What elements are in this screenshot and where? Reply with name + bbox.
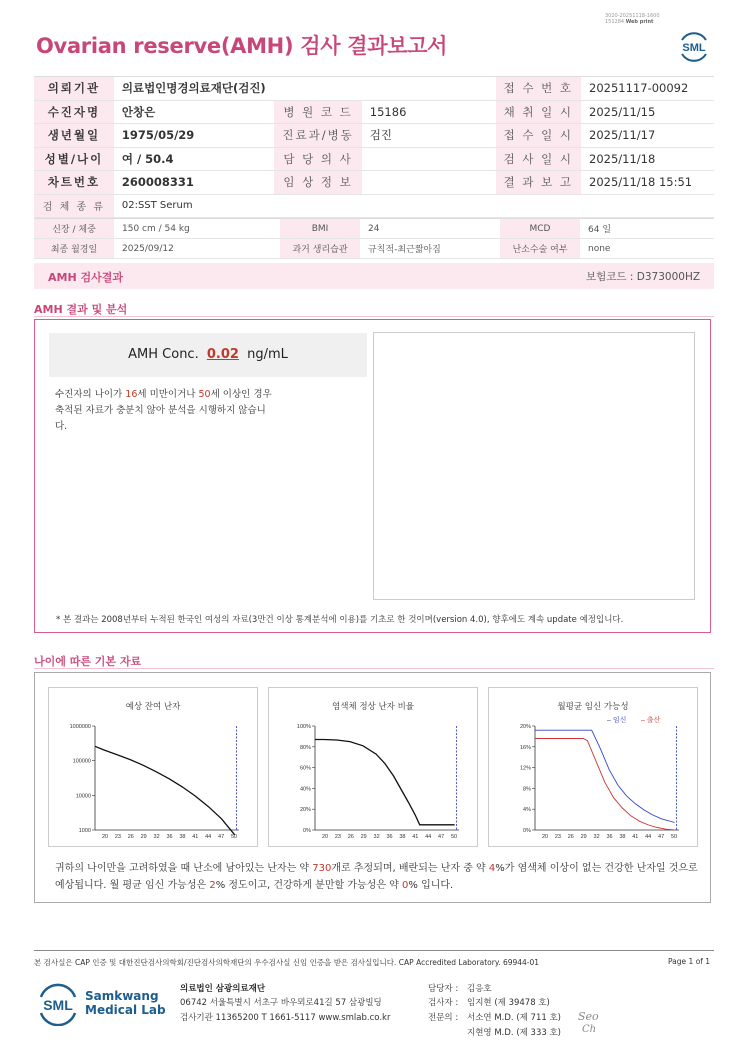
staff-specialist-1: 서소연 M.D. (제 711 호) <box>467 1013 562 1023</box>
y-tick-label: 10000 <box>75 793 91 800</box>
x-tick-label: 32 <box>153 834 160 840</box>
print-code: 3020-20251118-1600 <box>605 13 660 19</box>
chart-remaining-oocytes <box>49 688 259 848</box>
legend-item: – 임신 <box>607 717 627 724</box>
info-row <box>34 147 714 171</box>
chart-title: 염색체 정상 난자 비율 <box>331 702 414 712</box>
y-tick-label: 60% <box>299 765 311 772</box>
amh-conc-label: AMH Conc. <box>128 347 199 362</box>
value-requesting-org: 의료법인명경의료재단(검진) <box>114 77 496 101</box>
divider <box>34 668 714 669</box>
summary-text: 개로 추정되며, 배란되는 난자 중 약 <box>331 863 489 874</box>
x-tick-label: 20 <box>541 834 549 840</box>
report-title: Ovarian reserve(AMH) 검사 결과보고서 <box>36 34 448 58</box>
chart-normal-oocyte-rate <box>269 688 479 848</box>
value-department: 검진 <box>362 124 496 148</box>
x-tick-label: 44 <box>205 834 212 840</box>
value-bmi: 24 <box>360 219 500 239</box>
x-tick-label: 23 <box>114 834 121 840</box>
value-collection-date: 2025/11/15 <box>581 100 714 124</box>
y-tick-label: 8% <box>523 786 531 793</box>
x-tick-label: 20 <box>321 834 329 840</box>
x-tick-label: 47 <box>438 834 445 840</box>
value-birthdate: 1975/05/29 <box>114 124 275 148</box>
info-row <box>34 171 714 195</box>
x-tick-label: 38 <box>179 834 186 840</box>
age-summary <box>55 860 700 894</box>
label-birthdate: 생년월일 <box>34 124 114 148</box>
foundation-name: 의료법인 삼광의료재단 <box>180 984 266 994</box>
label-hospital-code: 병 원 코 드 <box>274 100 361 124</box>
x-tick-label: 47 <box>658 834 665 840</box>
lab-name-line1: Samkwang <box>85 989 159 1003</box>
x-tick-label: 44 <box>645 834 652 840</box>
amh-concentration <box>49 347 367 362</box>
x-tick-label: 50 <box>450 834 458 840</box>
label-requesting-org: 의뢰기관 <box>34 77 114 101</box>
y-tick-label: 4% <box>523 807 531 814</box>
x-tick-label: 38 <box>619 834 626 840</box>
x-tick-label: 23 <box>334 834 341 840</box>
series-line <box>535 730 675 822</box>
summary-normal-pct: 4 <box>488 863 496 874</box>
staff-manager: 김응호 <box>467 984 492 994</box>
chart-monthly-pregnancy <box>489 688 699 848</box>
certification-text: 본 검사실은 CAP 인증 및 대한진단검사의학회/진단검사의학재단의 우수검사실 신임 인증을 받은 검사실입니다. CAP Accredited Laboratory. 69944-01 <box>34 958 540 967</box>
signature-1: Seo <box>578 1010 599 1023</box>
amh-conc-value: 0.02 <box>206 347 239 362</box>
summary-text: % 입니다. <box>408 880 454 891</box>
label-department: 진료과/병동 <box>274 124 361 148</box>
label-specimen: 검 체 종 류 <box>34 194 114 218</box>
y-tick-label: 20% <box>519 724 531 730</box>
page-number: Page 1 of 1 <box>668 957 711 966</box>
value-receipt-no: 20251117-00092 <box>581 77 714 101</box>
value-mcd: 64 일 <box>580 219 714 239</box>
chart-title: 예상 잔여 난자 <box>125 702 181 712</box>
x-tick-label: 32 <box>373 834 380 840</box>
x-tick-label: 26 <box>567 834 574 840</box>
info-row <box>34 194 714 218</box>
x-tick-label: 41 <box>632 834 639 840</box>
y-tick-label: 1000000 <box>69 724 91 730</box>
staff-label: 검사자 : <box>428 998 459 1008</box>
value-sex-age: 여 / 50.4 <box>114 147 275 171</box>
y-tick-label: 100000 <box>72 758 91 765</box>
staff-label: 전문의 : <box>428 1013 459 1023</box>
lab-name-line2: Medical Lab <box>85 1003 166 1017</box>
value-height-weight: 150 cm / 54 kg <box>114 219 280 239</box>
analysis-graph-panel <box>373 332 695 600</box>
y-tick-label: 100% <box>296 724 311 730</box>
y-tick-label: 40% <box>299 786 311 793</box>
lab-contact: 검사기관 11365200 T 1661-5117 www.smlab.co.kr <box>180 1013 391 1023</box>
value-report-date: 2025/11/18 15:51 <box>581 171 714 195</box>
staff-specialist-2: 지현영 M.D. (제 333 호) <box>467 1028 562 1038</box>
sml-logo-text: SML <box>682 42 706 54</box>
info-row <box>34 77 714 101</box>
x-tick-label: 23 <box>554 834 561 840</box>
value-physician <box>362 147 496 171</box>
print-meta <box>605 13 660 25</box>
x-tick-label: 38 <box>399 834 406 840</box>
label-mcd: MCD <box>500 219 580 239</box>
value-hospital-code: 15186 <box>362 100 496 124</box>
x-tick-label: 26 <box>347 834 354 840</box>
x-tick-label: 29 <box>580 834 587 840</box>
samkwang-logo-icon <box>36 982 80 1026</box>
desc-text: 세 이상인 경우 축적된 자료가 충분치 않아 분석을 시행하지 않습니다. <box>55 389 272 432</box>
summary-preg-pct: 2 <box>209 880 216 891</box>
x-tick-label: 29 <box>140 834 147 840</box>
series-line <box>315 740 455 825</box>
analysis-section-title: AMH 결과 및 분석 <box>34 303 128 316</box>
summary-text: 귀하의 나이만을 고려하였을 때 난소에 남아있는 난자는 약 <box>55 863 313 874</box>
y-tick-label: 80% <box>299 744 311 751</box>
series-line <box>95 746 235 834</box>
label-chart-no: 차트번호 <box>34 171 114 195</box>
label-collection-date: 채 취 일 시 <box>496 100 581 124</box>
y-tick-label: 0% <box>523 828 531 834</box>
x-tick-label: 36 <box>166 834 173 840</box>
amh-description <box>55 387 275 435</box>
value-patient-name: 안창은 <box>114 100 275 124</box>
x-tick-label: 26 <box>127 834 134 840</box>
chart-title: 월평균 임신 가능성 <box>557 702 629 712</box>
clinical-info-table <box>34 218 714 259</box>
value-lmp: 2025/09/12 <box>114 239 280 259</box>
label-receipt-date: 접 수 일 시 <box>496 124 581 148</box>
info-row <box>34 124 714 148</box>
desc-text: 수진자의 나이가 <box>55 389 126 400</box>
desc-age-min: 16 <box>125 389 138 400</box>
value-chart-no: 260008331 <box>114 171 275 195</box>
print-id: 151284 <box>605 19 625 25</box>
x-tick-label: 36 <box>386 834 393 840</box>
clinical-row <box>34 239 714 259</box>
summary-text: % 정도이고, 건강하게 분만할 가능성은 약 <box>215 880 403 891</box>
chart-card-normal-oocyte-rate <box>268 687 478 847</box>
summary-birth-pct: 0 <box>402 880 409 891</box>
analysis-footnote: * 본 결과는 2008년부터 누적된 한국인 여성의 자료(3만건 이상 통계분석에 이용)를 기초로 한 것이며(version 4.0), 향후에도 계속 update 예정입니다. <box>56 615 624 625</box>
y-tick-label: 16% <box>519 744 531 751</box>
lab-name <box>85 989 166 1017</box>
label-test-date: 검 사 일 시 <box>496 147 581 171</box>
samkwang-logo-text: SML <box>43 997 73 1013</box>
desc-text: 세 미만이거나 <box>137 389 199 400</box>
series-line <box>535 739 675 831</box>
y-tick-label: 1000 <box>78 828 91 834</box>
x-tick-label: 47 <box>218 834 225 840</box>
legend-item: – 출산 <box>641 717 661 724</box>
x-tick-label: 32 <box>593 834 600 840</box>
label-receipt-no: 접 수 번 호 <box>496 77 581 101</box>
insurance-code: 보험코드 : D373000HZ <box>586 271 701 283</box>
y-tick-label: 20% <box>299 807 311 814</box>
label-lmp: 최종 월경일 <box>34 239 114 259</box>
summary-oocytes: 730 <box>312 863 332 874</box>
x-tick-label: 50 <box>230 834 238 840</box>
summary-text: %가 염색체 이상이 없는 건강한 난자일 것으로 예상됩니다. 월 평균 임신 가능성은 <box>55 863 698 891</box>
x-tick-label: 41 <box>412 834 419 840</box>
chart-card-monthly-pregnancy <box>488 687 698 847</box>
clinical-row <box>34 219 714 239</box>
y-tick-label: 12% <box>519 765 531 772</box>
chart-card-remaining-oocytes <box>48 687 258 847</box>
label-physician: 담 당 의 사 <box>274 147 361 171</box>
value-receipt-date: 2025/11/17 <box>581 124 714 148</box>
desc-age-max: 50 <box>198 389 211 400</box>
signature-2: Ch <box>582 1024 597 1035</box>
x-tick-label: 20 <box>101 834 109 840</box>
amh-conc-unit: ng/mL <box>247 347 288 362</box>
value-clinical-info <box>362 171 496 195</box>
value-test-date: 2025/11/18 <box>581 147 714 171</box>
x-tick-label: 36 <box>606 834 613 840</box>
x-tick-label: 50 <box>670 834 678 840</box>
value-ovary-surgery: none <box>580 239 714 259</box>
footer-divider <box>34 950 714 951</box>
patient-info-table <box>34 76 714 218</box>
value-menses: 규칙적-최근짧아짐 <box>360 239 500 259</box>
label-ovary-surgery: 난소수술 여부 <box>500 239 580 259</box>
age-section-title: 나이에 따른 기본 자료 <box>34 655 142 668</box>
label-report-date: 결 과 보 고 <box>496 171 581 195</box>
label-bmi: BMI <box>280 219 360 239</box>
label-clinical-info: 임 상 정 보 <box>274 171 361 195</box>
staff-tester: 임지현 (제 39478 호) <box>467 998 550 1008</box>
staff-label: 담당자 : <box>428 984 459 994</box>
y-tick-label: 0% <box>303 828 311 834</box>
print-type: Web print <box>625 19 654 25</box>
sml-logo <box>676 28 712 64</box>
divider <box>34 316 714 317</box>
amh-result-title: AMH 검사결과 <box>48 271 123 284</box>
x-tick-label: 41 <box>192 834 199 840</box>
value-specimen: 02:SST Serum <box>114 194 714 218</box>
x-tick-label: 29 <box>360 834 367 840</box>
label-height-weight: 신장 / 체중 <box>34 219 114 239</box>
label-menses: 과거 생리습관 <box>280 239 360 259</box>
x-tick-label: 44 <box>425 834 432 840</box>
lab-address: 06742 서울특별시 서초구 바우뫼로41길 57 삼광빌딩 <box>180 998 382 1008</box>
label-patient-name: 수진자명 <box>34 100 114 124</box>
label-sex-age: 성별/나이 <box>34 147 114 171</box>
info-row <box>34 100 714 124</box>
